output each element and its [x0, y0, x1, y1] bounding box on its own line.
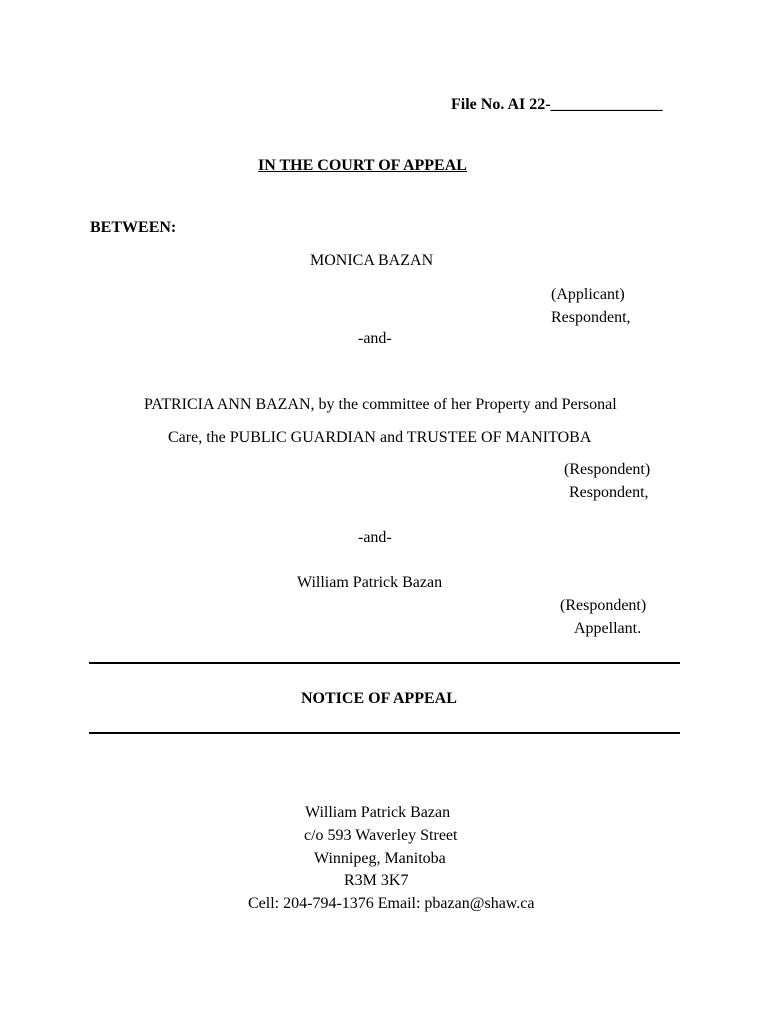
party-2-name-line-1: PATRICIA ANN BAZAN, by the committee of her Property and Personal — [144, 396, 617, 413]
separator-and-2: -and- — [358, 529, 392, 546]
party-1-role-current: Respondent, — [551, 309, 631, 326]
document-title: NOTICE OF APPEAL — [301, 690, 457, 707]
contact-phone-email: Cell: 204-794-1376 Email: pbazan@shaw.ca — [248, 895, 535, 912]
party-2-role-current: Respondent, — [569, 484, 649, 501]
bottom-title-rule — [89, 732, 680, 734]
party-1-role-original: (Applicant) — [551, 286, 625, 303]
between-label: BETWEEN: — [90, 219, 177, 236]
party-2-role-original: (Respondent) — [564, 461, 651, 478]
contact-name: William Patrick Bazan — [305, 804, 451, 821]
party-2-name-line-2: Care, the PUBLIC GUARDIAN and TRUSTEE OF MANITOBA — [168, 429, 592, 446]
court-heading: IN THE COURT OF APPEAL — [258, 157, 467, 174]
party-3-name: William Patrick Bazan — [297, 574, 443, 591]
separator-and-1: -and- — [358, 330, 392, 347]
contact-city: Winnipeg, Manitoba — [314, 850, 446, 867]
party-1-name: MONICA BAZAN — [310, 252, 434, 269]
contact-address: c/o 593 Waverley Street — [304, 827, 458, 844]
contact-postal-code: R3M 3K7 — [344, 872, 409, 889]
party-3-role-original: (Respondent) — [560, 597, 647, 614]
file-number: File No. AI 22-______________ — [451, 96, 663, 113]
party-3-role-current: Appellant. — [574, 620, 642, 637]
top-title-rule — [89, 662, 680, 664]
